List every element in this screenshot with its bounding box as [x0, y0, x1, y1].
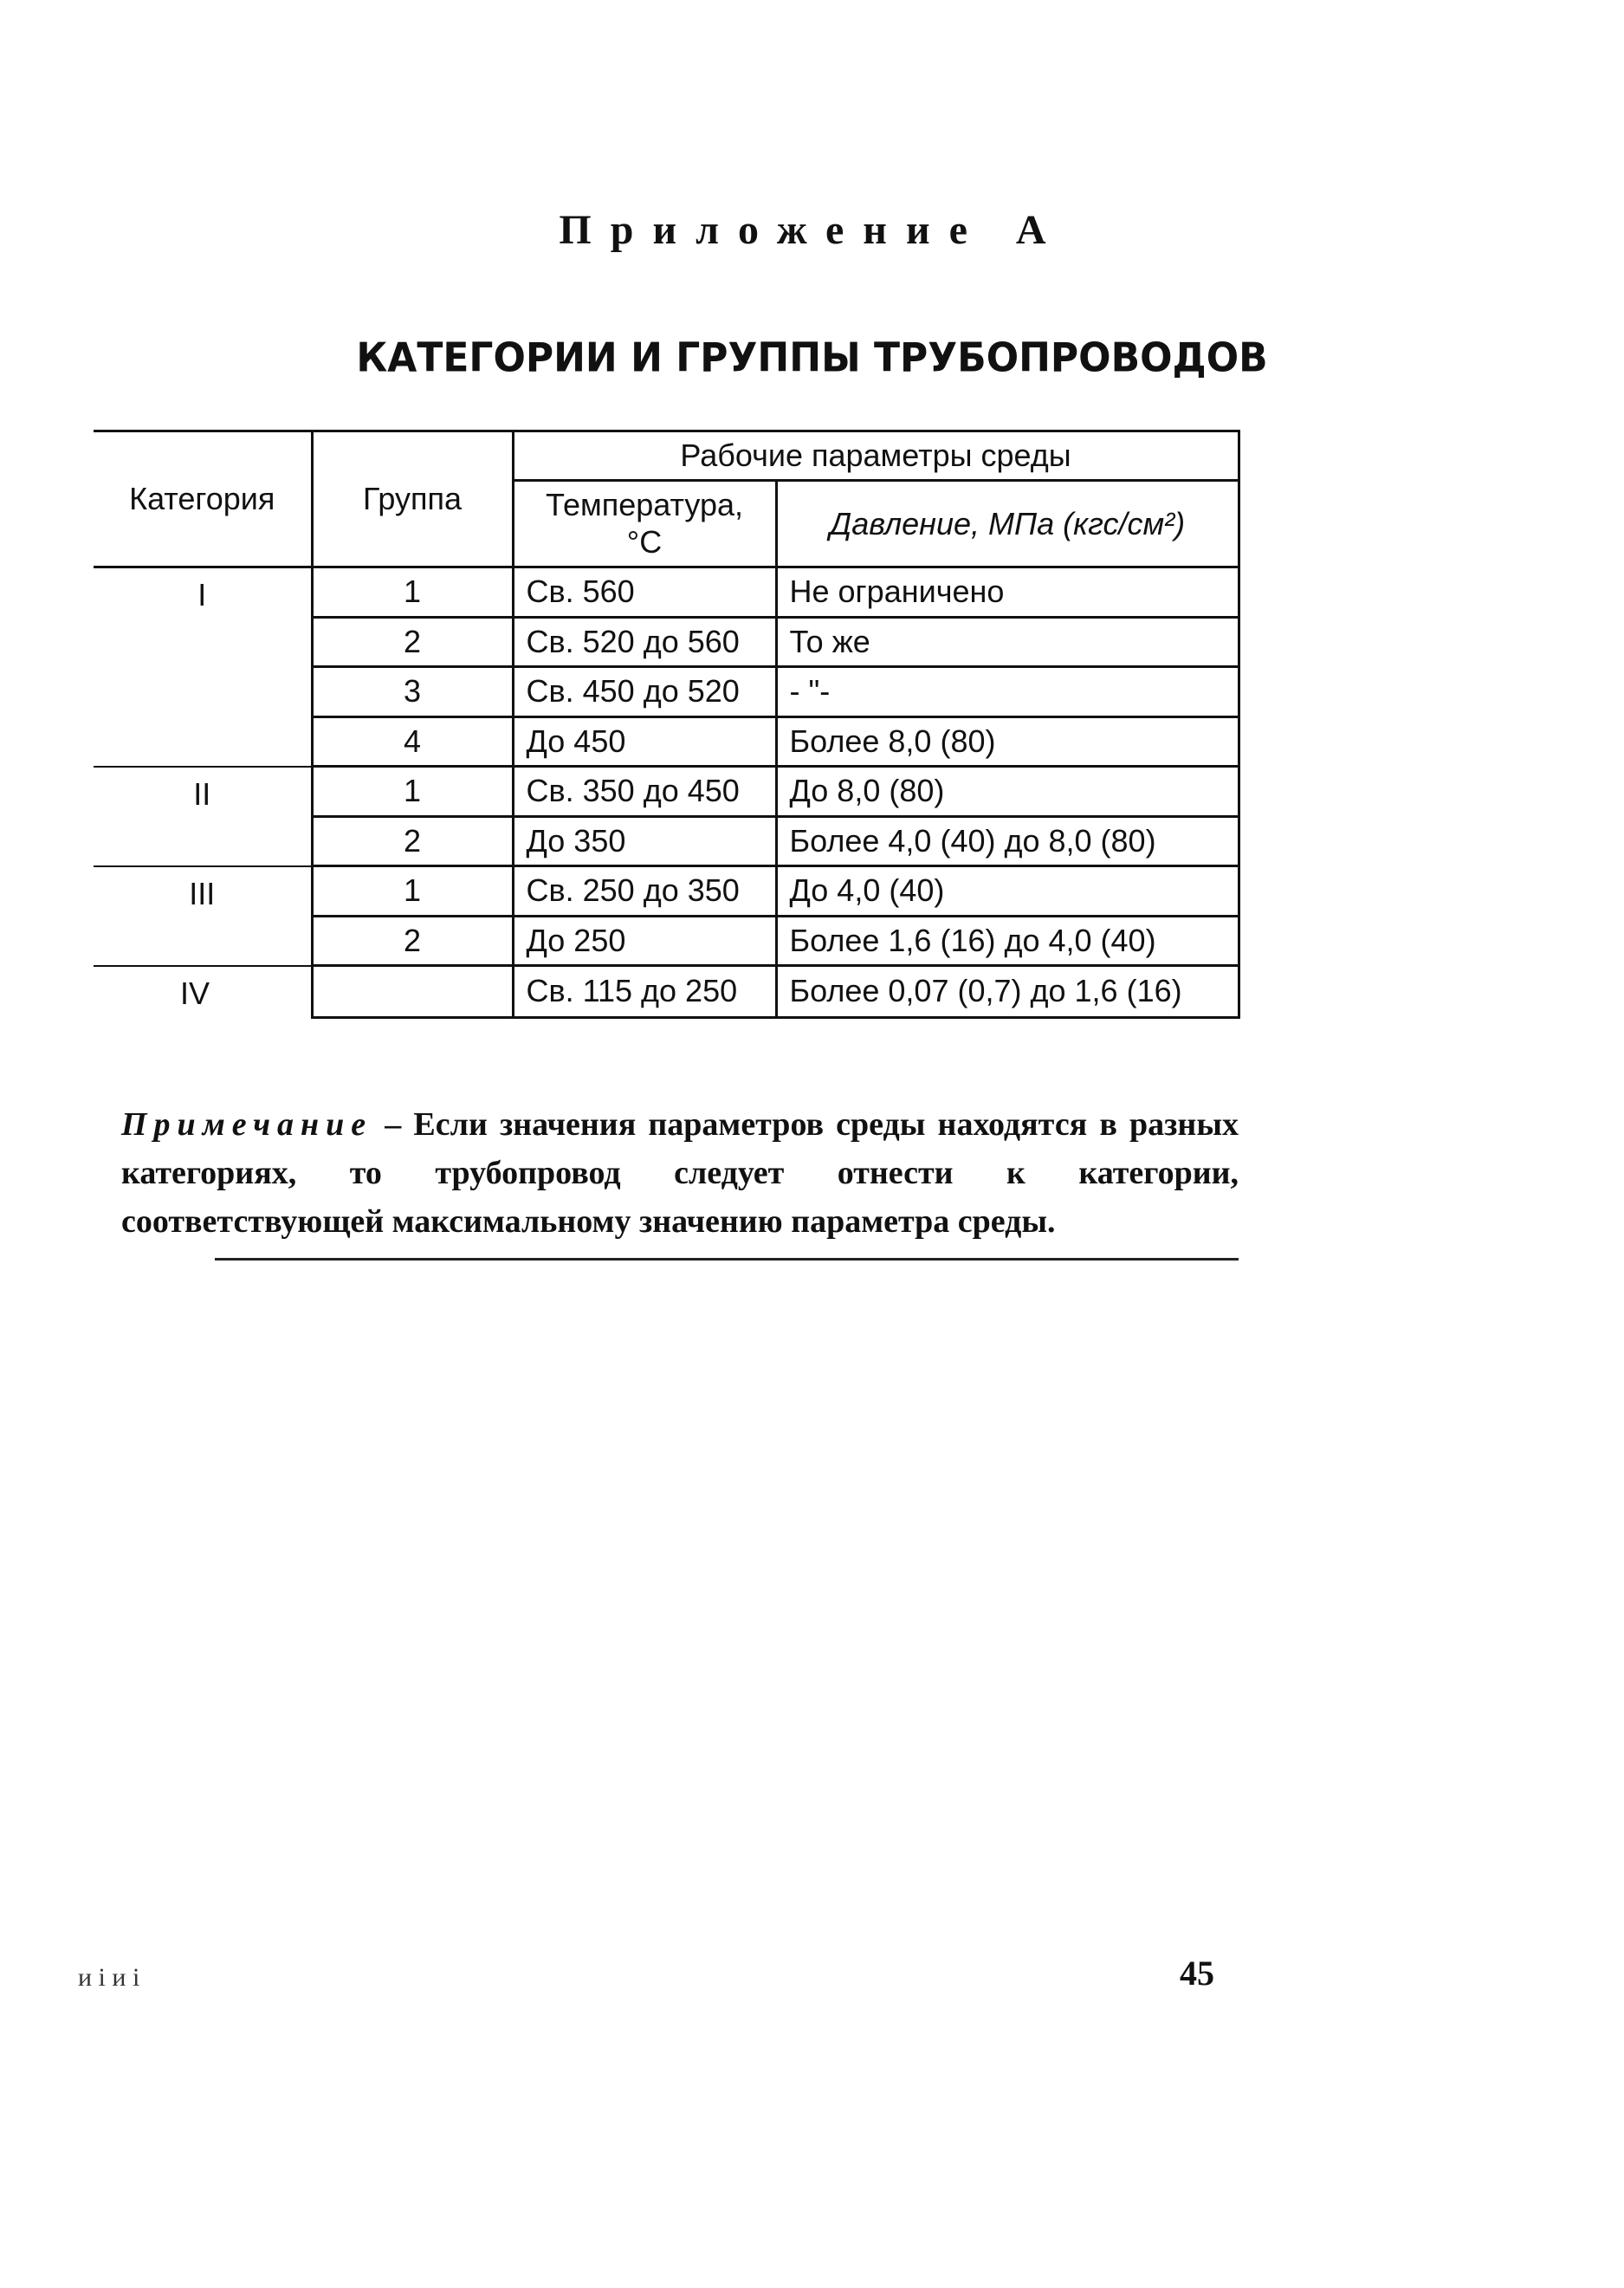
divider	[215, 1258, 1239, 1261]
temperature-cell: Св. 520 до 560	[513, 617, 776, 666]
note-label: Примечание	[121, 1106, 373, 1143]
appendix-label: Приложение А	[559, 207, 1065, 253]
note-text: – Если значения параметров среды находятся в разных категориях, то трубопровод следует отнести к категории, соответствующей максимальному значению параметра среды.	[121, 1106, 1239, 1240]
temperature-cell: Св. 350 до 450	[513, 767, 776, 816]
category-cell: III	[94, 866, 312, 966]
pressure-header: Давление, МПа (кгс/см²)	[776, 481, 1239, 567]
table-header-row	[94, 431, 1239, 481]
group-cell: 1	[312, 567, 513, 617]
group-cell: 1	[312, 866, 513, 916]
category-cell: II	[94, 767, 312, 866]
group-cell: 1	[312, 767, 513, 816]
temperature-cell: Св. 250 до 350	[513, 866, 776, 916]
group-cell	[312, 966, 513, 1017]
category-cell: IV	[94, 966, 312, 1017]
pressure-cell: Более 0,07 (0,7) до 1,6 (16)	[776, 966, 1239, 1017]
table-row	[94, 966, 1239, 1017]
table-row	[94, 567, 1239, 617]
group-cell: 3	[312, 667, 513, 716]
temperature-cell: Св. 560	[513, 567, 776, 617]
pressure-cell: До 8,0 (80)	[776, 767, 1239, 816]
temperature-cell: Св. 450 до 520	[513, 667, 776, 716]
params-header: Рабочие параметры среды	[513, 431, 1239, 481]
pressure-cell: Более 8,0 (80)	[776, 716, 1239, 766]
temperature-header: Температура, °С	[513, 481, 776, 567]
temperature-cell: До 250	[513, 916, 776, 965]
page-number: 45	[1180, 1954, 1214, 1993]
group-cell: 2	[312, 617, 513, 666]
group-cell: 4	[312, 716, 513, 766]
category-cell: I	[94, 567, 312, 767]
temperature-cell: До 350	[513, 816, 776, 865]
table-row	[94, 767, 1239, 816]
group-header: Группа	[312, 431, 513, 567]
table-note	[121, 1100, 1239, 1246]
pressure-cell: Не ограничено	[776, 567, 1239, 617]
pressure-cell: До 4,0 (40)	[776, 866, 1239, 916]
temperature-cell: Св. 115 до 250	[513, 966, 776, 1017]
margin-code: и і и і	[78, 1963, 140, 1992]
pressure-cell: Более 4,0 (40) до 8,0 (80)	[776, 816, 1239, 865]
page-title: КАТЕГОРИИ И ГРУППЫ ТРУБОПРОВОДОВ	[356, 334, 1268, 382]
group-cell: 2	[312, 816, 513, 865]
group-cell: 2	[312, 916, 513, 965]
pressure-cell: То же	[776, 617, 1239, 666]
table-row	[94, 866, 1239, 916]
temperature-cell: До 450	[513, 716, 776, 766]
pressure-cell: - "-	[776, 667, 1239, 716]
categories-table	[94, 430, 1240, 1019]
category-header: Категория	[94, 431, 312, 567]
pressure-cell: Более 1,6 (16) до 4,0 (40)	[776, 916, 1239, 965]
